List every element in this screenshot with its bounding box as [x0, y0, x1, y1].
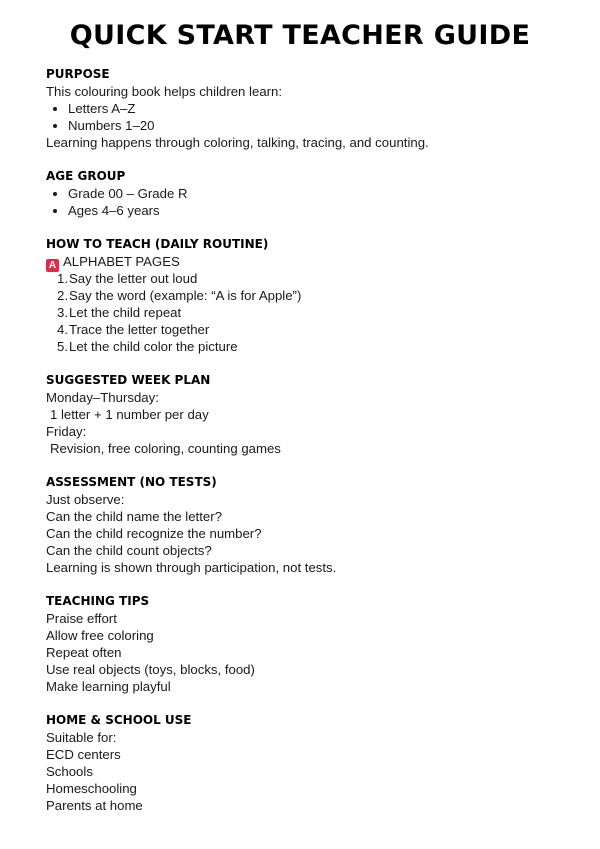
paragraph: Friday: [46, 424, 87, 439]
paragraph: Praise effort [46, 611, 117, 626]
list-item [46, 270, 566, 287]
section-purpose [46, 66, 566, 151]
list-number: 2. [57, 288, 68, 303]
section-heading: ASSESSMENT (NO TESTS) [46, 475, 217, 489]
paragraph: Suitable for: [46, 730, 117, 745]
list-number: 1. [57, 271, 68, 286]
section-heading: HOW TO TEACH (DAILY ROUTINE) [46, 237, 269, 251]
list-item [46, 287, 566, 304]
letter-a-badge-icon: A [46, 259, 59, 272]
section-heading: SUGGESTED WEEK PLAN [46, 373, 211, 387]
paragraph: Monday–Thursday: [46, 390, 159, 405]
section-teaching-tips [46, 593, 566, 695]
section-week-plan [46, 372, 566, 457]
list-item: Grade 00 – Grade R [46, 185, 566, 202]
section-home-school [46, 712, 566, 814]
list-number: 5. [57, 339, 68, 354]
subheading [46, 253, 566, 270]
subheading-label: ALPHABET PAGES [63, 254, 180, 269]
section-heading: AGE GROUP [46, 169, 126, 183]
paragraph: Learning is shown through participation, not tests. [46, 560, 337, 575]
paragraph: Allow free coloring [46, 628, 154, 643]
paragraph: Just observe: [46, 492, 125, 507]
section-assessment [46, 474, 566, 576]
page-title: QUICK START TEACHER GUIDE [69, 20, 531, 51]
paragraph: Homeschooling [46, 781, 137, 796]
bullet-list [46, 185, 566, 219]
section-heading: HOME & SCHOOL USE [46, 713, 192, 727]
paragraph: Repeat often [46, 645, 122, 660]
section-how-to-teach [46, 236, 566, 355]
paragraph: This colouring book helps children learn: [46, 84, 283, 99]
paragraph: Learning happens through coloring, talking, tracing, and counting. [46, 135, 429, 150]
paragraph: Make learning playful [46, 679, 171, 694]
list-item [46, 304, 566, 321]
paragraph: Parents at home [46, 798, 143, 813]
paragraph: Can the child recognize the number? [46, 526, 262, 541]
section-heading: PURPOSE [46, 67, 110, 81]
list-item [46, 321, 566, 338]
paragraph: 1 letter + 1 number per day [50, 407, 209, 422]
section-heading: TEACHING TIPS [46, 594, 150, 608]
paragraph: Use real objects (toys, blocks, food) [46, 662, 255, 677]
paragraph: Can the child count objects? [46, 543, 212, 558]
list-text: Say the word (example: “A is for Apple”) [69, 288, 302, 303]
paragraph: Revision, free coloring, counting games [50, 441, 281, 456]
list-item [46, 338, 566, 355]
list-text: Trace the letter together [69, 322, 210, 337]
list-text: Let the child color the picture [69, 339, 238, 354]
bullet-list [46, 100, 566, 134]
list-text: Say the letter out loud [69, 271, 198, 286]
paragraph: ECD centers [46, 747, 121, 762]
list-number: 3. [57, 305, 68, 320]
list-number: 4. [57, 322, 68, 337]
list-text: Let the child repeat [69, 305, 182, 320]
numbered-list [46, 270, 566, 355]
list-item: Numbers 1–20 [46, 117, 566, 134]
list-item: Letters A–Z [46, 100, 566, 117]
document-content [46, 66, 566, 831]
paragraph: Can the child name the letter? [46, 509, 222, 524]
section-age-group [46, 168, 566, 219]
list-item: Ages 4–6 years [46, 202, 566, 219]
paragraph: Schools [46, 764, 93, 779]
